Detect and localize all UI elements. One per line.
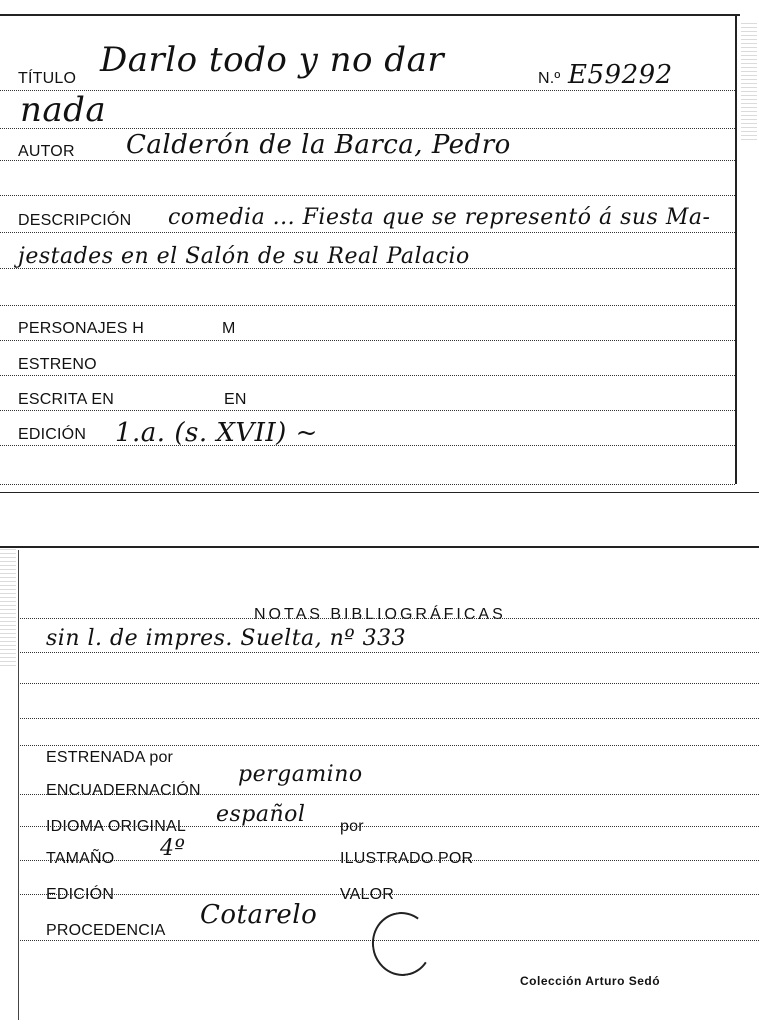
stamp-mark [367,907,437,980]
titulo-value: Darlo todo y no dar [100,40,445,80]
personajes-h-label: PERSONAJES H [18,320,144,337]
collection-credit: Colección Arturo Sedó [520,974,661,988]
autor-label: AUTOR [18,143,75,160]
dotted-line [0,484,735,485]
notas-heading: NOTAS BIBLIOGRÁFICAS [254,606,506,623]
card-top-edge [0,546,759,548]
por-label: por [340,818,364,835]
dotted-line [0,305,735,306]
dotted-line [0,375,735,376]
edicion-value: 1.a. (s. XVII) ~ [115,418,318,448]
notas-value: sin l. de impres. Suelta, nº 333 [46,626,407,651]
valor-label: VALOR [340,886,395,903]
encuadernacion-label: ENCUADERNACIÓN [46,782,201,799]
dotted-line [20,683,759,684]
edicion-back-label: EDICIÓN [46,886,115,903]
dotted-line [0,90,735,91]
descripcion-value-line1: comedia ... Fiesta que se representó á sus Ma- [168,205,711,230]
card-left-edge [18,550,19,1020]
descripcion-value-line2: jestades en el Salón de su Real Palacio [18,244,470,269]
autor-value: Calderón de la Barca, Pedro [126,130,511,160]
escrita-en-2-label: EN [224,391,247,408]
dotted-line [0,340,735,341]
card-top-edge [0,14,740,16]
ilustrado-por-label: ILUSTRADO POR [340,850,474,867]
numero-label: N.º [538,70,561,87]
card-divider [0,492,759,493]
encuadernacion-value: pergamino [238,762,363,787]
catalog-card-back [0,540,759,1028]
edicion-label: EDICIÓN [18,426,87,443]
estrenada-por-label: ESTRENADA por [46,749,174,766]
titulo-value-line2: nada [20,90,107,130]
dotted-line [20,718,759,719]
dotted-line [0,410,735,411]
titulo-label: TÍTULO [18,70,77,87]
dotted-line [20,652,759,653]
personajes-m-label: M [222,320,236,337]
idioma-original-value: español [216,802,306,827]
dotted-line [20,618,759,619]
tamano-value: 4º [160,836,186,861]
escrita-en-label: ESCRITA EN [18,391,114,408]
idioma-original-label: IDIOMA ORIGINAL [46,818,186,835]
dotted-line [0,232,735,233]
dotted-line [0,128,735,129]
dotted-line [0,160,735,161]
procedencia-label: PROCEDENCIA [46,922,166,939]
procedencia-value: Cotarelo [200,900,318,930]
dotted-line [20,745,759,746]
dotted-line [0,445,735,446]
catalog-card-front [0,0,759,493]
scan-noise [741,20,757,140]
dotted-line [0,195,735,196]
descripcion-label: DESCRIPCIÓN [18,212,132,229]
scan-noise [0,546,16,666]
tamano-label: TAMAÑO [46,850,115,867]
numero-value: E59292 [568,60,673,90]
estreno-label: ESTRENO [18,356,97,373]
card-right-edge [735,14,737,484]
